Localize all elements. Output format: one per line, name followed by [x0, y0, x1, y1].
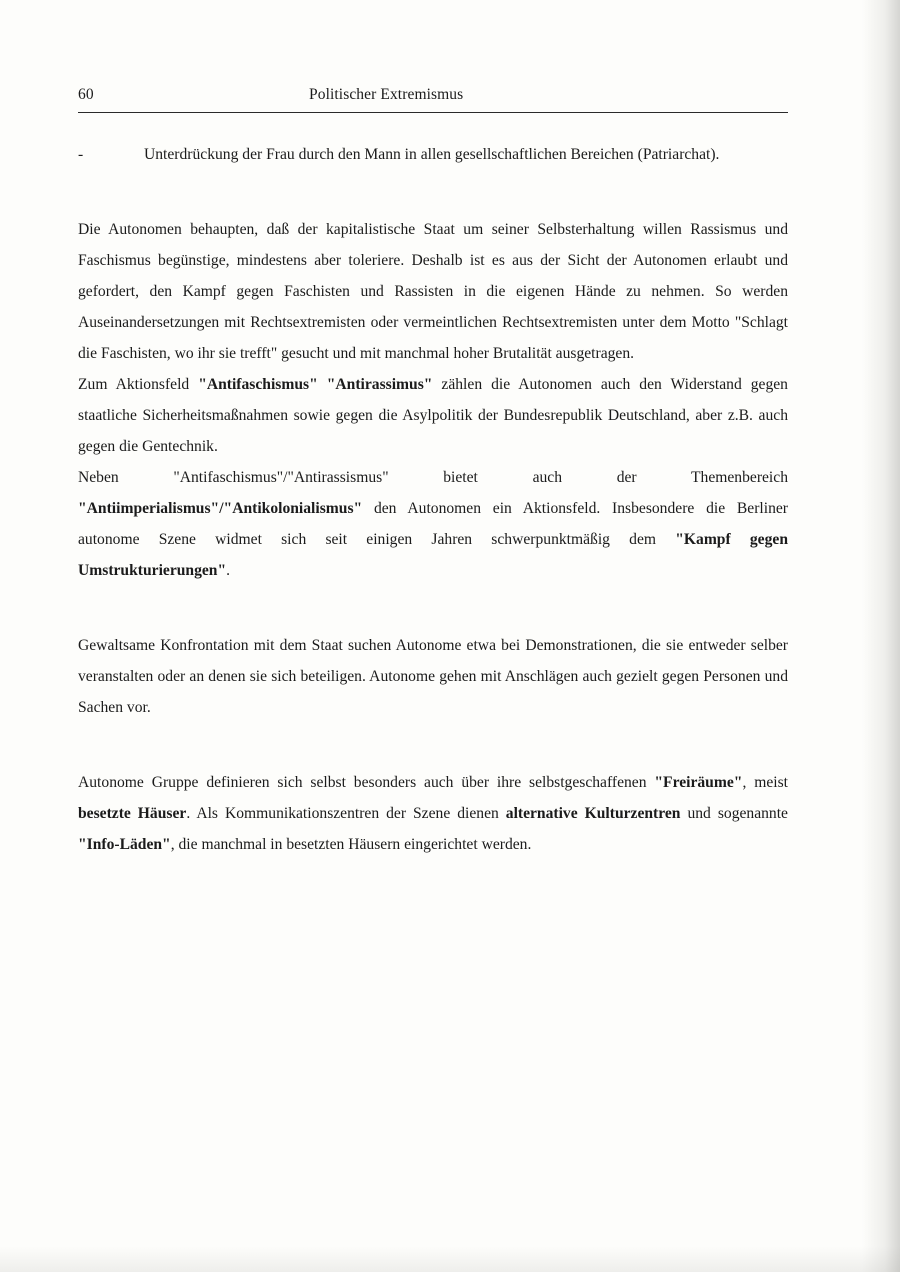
emphasis-kampf-gegen-umstrukturierungen: "Kampf gegen Umstrukturierungen": [78, 531, 788, 579]
page-bottom-shadow: [0, 1246, 900, 1272]
body-text: [78, 139, 788, 860]
paragraph-gewaltsame-konfrontation: [78, 630, 788, 723]
paragraph-text: Gewaltsame Konfrontation mit dem Staat suchen Autonome etwa bei Demonstrationen, die sie entweder selber veranstalten oder an denen sie sich beteiligen. Autonome gehen mit Anschlägen auch gezielt gegen Personen und Sachen vor.: [78, 637, 788, 716]
bullet-dash-icon: -: [78, 146, 84, 163]
running-head-title: Politischer Extremismus: [309, 86, 464, 103]
emphasis-besetzte-haeuser: besetzte Häuser: [78, 805, 187, 822]
emphasis-alternative-kulturzentren: alternative Kulturzentren: [505, 805, 681, 822]
paragraph-text-c: .: [226, 562, 231, 579]
running-head: [78, 86, 788, 104]
paragraph-text-a: Autonome Gruppe definieren sich selbst besonders auch über ihre selbstgeschaffenen: [78, 774, 655, 791]
emphasis-antiimperialismus: "Antiimperialismus"/"Antikolonialismus": [78, 500, 363, 517]
emphasis-freiraeume: "Freiräume": [654, 774, 743, 791]
paragraph-text-c: . Als Kommunikationszentren der Szene dienen: [186, 805, 506, 822]
page-number: 60: [78, 86, 94, 103]
paragraph-text-b: den Autonomen ein Aktionsfeld. Insbesondere die Berliner autonome Szene widmet sich seit einigen Jahren schwerpunktmäßig dem: [78, 500, 788, 548]
header-rule: [78, 112, 788, 113]
paragraph-text-d: und sogenannte: [680, 805, 788, 822]
emphasis-info-laeden: "Info-Läden": [78, 836, 171, 853]
list-item-text: Unterdrückung der Frau durch den Mann in allen gesellschaftlichen Bereichen (Patriarchat).: [144, 146, 720, 163]
paragraph-text-b: , meist: [742, 774, 788, 791]
paragraph-text-a: Neben "Antifaschismus"/"Antirassismus" bietet auch der Themenbereich: [78, 469, 788, 486]
page-edge-shadow: [862, 0, 900, 1272]
list-item: [78, 139, 788, 170]
paragraph-text-space: [318, 376, 327, 393]
paragraph-aktionsfeld: [78, 369, 788, 462]
paragraph-text: Die Autonomen behaupten, daß der kapitalistische Staat um seiner Selbsterhaltung willen Rassismus und Faschismus begünstige, mindestens aber toleriere. Deshalb ist es aus der Sicht der Autonomen erlaubt und gefordert, den Kampf gegen Faschisten und Rassisten in die eigenen Hände zu nehmen. So werden Auseinandersetzungen mit Rechtsextremisten oder vermeintlichen Rechtsextremisten unter dem Motto "Schlagt die Faschisten, wo ihr sie trefft" gesucht und mit manchmal hoher Brutalität ausgetragen.: [78, 221, 788, 362]
paragraph-autonome-behaupten: [78, 214, 788, 369]
paragraph-text-b: zählen die Autonomen auch den Widerstand gegen staatliche Sicherheitsmaßnahmen sowie gegen die Asylpolitik der Bundesrepublik Deutschland, aber z.B. auch gegen die Gentechnik.: [78, 376, 788, 455]
emphasis-antifaschismus: "Antifaschismus": [198, 376, 318, 393]
paragraph-text-e: , die manchmal in besetzten Häusern eingerichtet werden.: [170, 836, 532, 853]
paragraph-autonome-gruppe: [78, 767, 788, 860]
emphasis-antirassimus: "Antirassimus": [326, 376, 433, 393]
page-content: [78, 86, 788, 860]
paragraph-antiimperialismus: [78, 462, 788, 586]
paragraph-text-a: Zum Aktionsfeld: [78, 376, 199, 393]
